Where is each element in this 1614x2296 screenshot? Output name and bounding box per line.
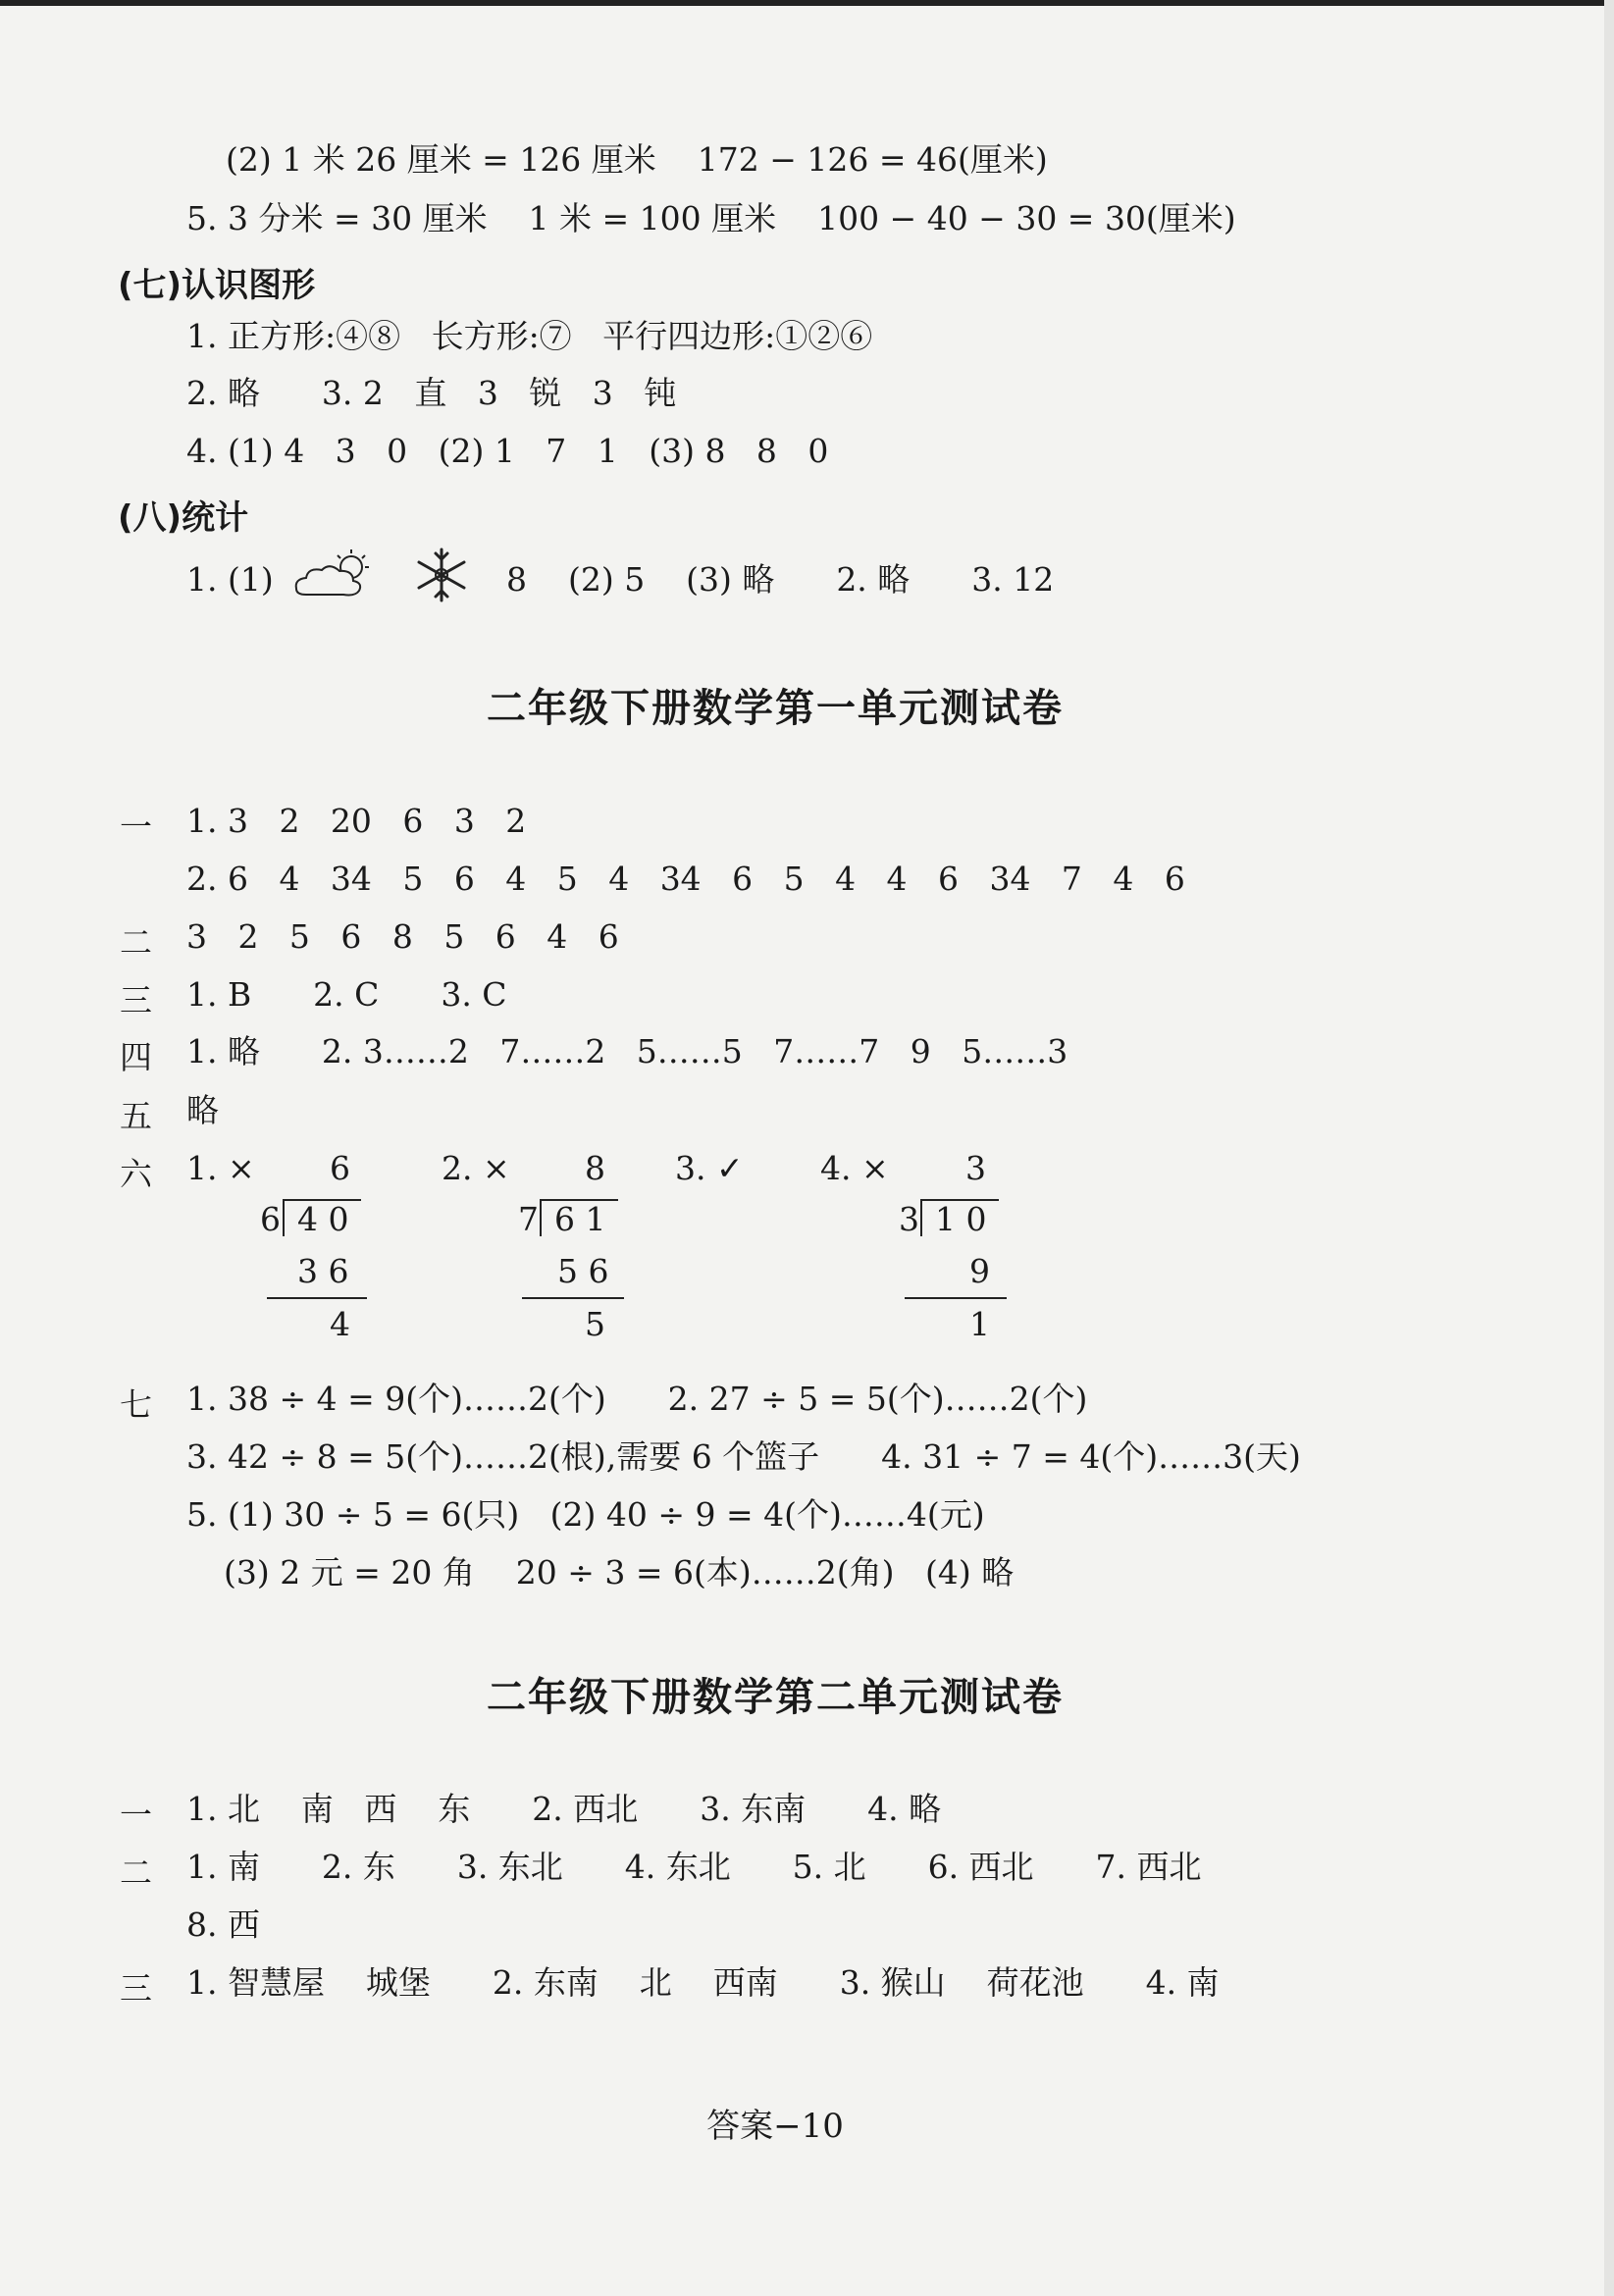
product: 3 6 xyxy=(297,1252,349,1290)
answer-line: 8. 西 xyxy=(186,1905,260,1944)
answer-line: (3) 2 元 = 20 角 20 ÷ 3 = 6(本)……2(角) (4) 略 xyxy=(224,1553,1015,1592)
remainder: 1 xyxy=(969,1305,990,1343)
question-number: 三 xyxy=(120,981,152,1019)
remainder: 5 xyxy=(585,1305,605,1343)
answer-line: 略 xyxy=(186,1091,219,1129)
answer-line: 1. 略 2. 3……2 7……2 5……5 7……7 9 5……3 xyxy=(186,1032,1068,1070)
divisor: 6 xyxy=(260,1200,281,1238)
answer-line: 1. 3 2 20 6 3 2 xyxy=(186,802,527,840)
question-number: 三 xyxy=(120,1969,152,2008)
scan-right-edge xyxy=(1604,0,1614,2296)
answer-line: 1. 北 南 西 东 2. 西北 3. 东南 4. 略 xyxy=(186,1790,942,1828)
cloudy-sun-icon xyxy=(290,546,379,602)
section-heading: (七)认识图形 xyxy=(118,266,316,305)
answer-line: 1. 正方形:④⑧ 长方形:⑦ 平行四边形:①②⑥ xyxy=(186,317,873,355)
quotient: 6 xyxy=(330,1149,350,1187)
dividend: 4 0 xyxy=(297,1200,349,1238)
product: 9 xyxy=(969,1252,990,1290)
question-number: 四 xyxy=(120,1038,152,1076)
answer-line: 3 2 5 6 8 5 6 4 6 xyxy=(186,917,619,956)
quotient: 3 xyxy=(965,1149,986,1187)
division-rule xyxy=(267,1297,367,1299)
answer-line: 8 (2) 5 (3) 略 2. 略 3. 12 xyxy=(506,560,1055,599)
judgement-item: 1. × xyxy=(186,1149,255,1187)
unit-title: 二年级下册数学第一单元测试卷 xyxy=(487,686,1064,731)
remainder: 4 xyxy=(330,1305,350,1343)
question-number: 二 xyxy=(120,1853,152,1892)
answer-line: 1. (1) xyxy=(186,560,274,599)
division-rule xyxy=(522,1297,624,1299)
answer-line: 3. 42 ÷ 8 = 5(个)……2(根),需要 6 个篮子 4. 31 ÷ 7 = 4(个)……3(天) xyxy=(186,1437,1301,1476)
answer-line: 5. 3 分米 = 30 厘米 1 米 = 100 厘米 100 − 40 − 30 = 30(厘米) xyxy=(186,199,1236,237)
question-number: 二 xyxy=(120,923,152,962)
dividend: 6 1 xyxy=(554,1200,606,1238)
answer-line: 1. B 2. C 3. C xyxy=(186,975,507,1014)
divisor: 3 xyxy=(899,1200,919,1238)
division-rule xyxy=(905,1297,1007,1299)
judgement-item: 4. × xyxy=(820,1149,889,1187)
judgement-item: 2. × xyxy=(442,1149,510,1187)
snowflake-icon xyxy=(410,546,473,604)
answer-line: 1. 智慧屋 城堡 2. 东南 北 西南 3. 猴山 荷花池 4. 南 xyxy=(186,1963,1220,2002)
product: 5 6 xyxy=(557,1252,609,1290)
divisor: 7 xyxy=(518,1200,539,1238)
answer-line: 4. (1) 4 3 0 (2) 1 7 1 (3) 8 8 0 xyxy=(186,432,829,470)
question-number: 一 xyxy=(120,1796,152,1834)
question-number: 一 xyxy=(120,808,152,846)
answer-line: 1. 38 ÷ 4 = 9(个)……2(个) 2. 27 ÷ 5 = 5(个)……2(个) xyxy=(186,1380,1088,1418)
question-number: 六 xyxy=(120,1155,152,1193)
unit-title: 二年级下册数学第二单元测试卷 xyxy=(487,1675,1064,1720)
answer-line: 2. 6 4 34 5 6 4 5 4 34 6 5 4 4 6 34 7 4 6 xyxy=(186,860,1185,898)
question-number: 七 xyxy=(120,1385,152,1424)
answer-line: (2) 1 米 26 厘米 = 126 厘米 172 − 126 = 46(厘米) xyxy=(226,140,1048,179)
dividend: 1 0 xyxy=(935,1200,987,1238)
judgement-item: 3. ✓ xyxy=(675,1149,744,1187)
answer-line: 5. (1) 30 ÷ 5 = 6(只) (2) 40 ÷ 9 = 4(个)……4(元) xyxy=(186,1495,985,1534)
answer-line: 2. 略 3. 2 直 3 锐 3 钝 xyxy=(186,374,677,412)
answer-line: 1. 南 2. 东 3. 东北 4. 东北 5. 北 6. 西北 7. 西北 xyxy=(186,1848,1202,1886)
question-number: 五 xyxy=(120,1097,152,1135)
scan-top-edge xyxy=(0,0,1614,6)
quotient: 8 xyxy=(585,1149,605,1187)
page-footer: 答案−10 xyxy=(706,2107,844,2146)
section-heading: (八)统计 xyxy=(118,498,249,538)
